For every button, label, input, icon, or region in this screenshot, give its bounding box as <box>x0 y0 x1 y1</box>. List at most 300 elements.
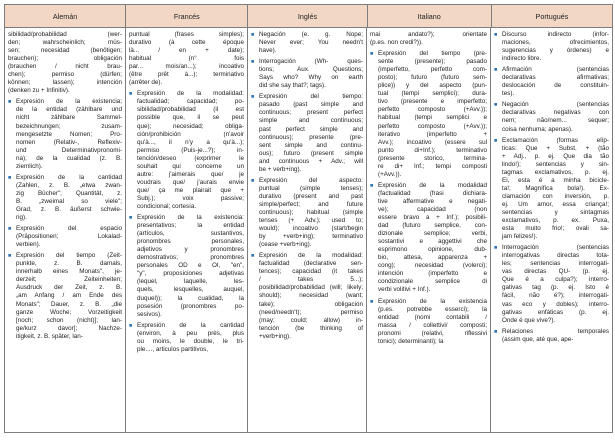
line-text: quels, lesquelles, auquel, <box>137 286 244 294</box>
text-line <box>251 166 363 174</box>
text-line <box>8 301 122 309</box>
line-text: ción/prohibición (n'avoir <box>137 130 244 138</box>
text-line <box>494 276 609 284</box>
text-line <box>494 193 609 201</box>
line-text: Relaciones temporales <box>502 327 609 335</box>
text-line <box>494 109 609 117</box>
text-line <box>129 139 244 147</box>
line-text: presentativos; la entidad <box>137 222 244 230</box>
text-line <box>129 214 244 222</box>
text-line <box>494 225 609 233</box>
line-text: sostantivi e aggettivi che <box>378 238 487 246</box>
text-line <box>129 171 244 179</box>
text-line <box>251 217 363 225</box>
text-line <box>494 301 609 309</box>
bullet-icon: ■ <box>129 322 133 329</box>
line-text: would); incoativo (start/begin <box>259 225 363 233</box>
line-text: Expresión del aspecto: <box>259 176 363 184</box>
line-text: and continuous + Adv.; will <box>259 157 363 165</box>
text-line <box>251 225 363 233</box>
bullet-item <box>494 66 609 98</box>
line-text: tagmas exclamativos, p. ej. <box>502 168 609 176</box>
text-line <box>370 198 487 206</box>
text-line <box>129 262 244 270</box>
line-text: [noch; schon (nicht)]; lan- <box>16 316 122 324</box>
bullet-icon: ■ <box>494 102 498 109</box>
text-line <box>251 82 363 90</box>
line-text: Expresión del espacio <box>16 225 122 233</box>
bullet-icon: ■ <box>129 91 133 98</box>
text-line <box>251 185 363 193</box>
bullet-item <box>251 252 363 341</box>
line-text: re di+ Inf.; tempi composti <box>378 162 487 170</box>
bullet-icon: ■ <box>251 59 255 66</box>
text-line <box>370 338 487 346</box>
line-text: clamación con inversión, p. <box>502 192 609 200</box>
text-line <box>370 58 487 66</box>
text-line <box>370 131 487 139</box>
text-line <box>494 169 609 177</box>
line-text: factualidad (declarative sen- <box>259 260 363 268</box>
bullet-icon: ■ <box>370 51 374 58</box>
line-text: „am Anfang / am Ende des <box>16 292 122 300</box>
text-line <box>494 268 609 276</box>
text-line <box>129 155 244 163</box>
line-text: deslocación de constituin- <box>502 82 609 90</box>
line-text: verbien). <box>16 241 41 249</box>
text-line <box>494 233 609 241</box>
text-line <box>370 114 487 122</box>
line-text: sent simple and continu- <box>259 141 363 149</box>
line-text: derzeit; Zeiteinheiten; <box>16 276 122 284</box>
line-text: bezeichnungen; zusam- <box>16 122 122 130</box>
line-text: Onde é que vive?). <box>502 316 556 324</box>
line-text: (factualidad (frasi dichiara- <box>378 189 487 197</box>
column-header: Inglés <box>248 5 367 27</box>
text-line <box>8 317 122 325</box>
bullet-item <box>8 174 122 222</box>
line-text: (artículos, sustantivos, <box>137 230 244 238</box>
text-line <box>129 98 244 106</box>
line-text: que); necesidad; obliga- <box>137 122 244 130</box>
line-text: gativas tag (p. ej. Isto é <box>502 284 609 292</box>
bullet-icon: ■ <box>8 253 12 260</box>
text-line <box>8 98 122 106</box>
bullet-icon: ■ <box>370 182 374 189</box>
text-line <box>8 39 122 47</box>
line-text: Expresión de la modalidad: <box>137 90 244 98</box>
line-text: puntual (simple tenses); <box>259 184 363 192</box>
line-text: personales OD e OI, "en", <box>137 262 244 270</box>
text-line <box>129 322 244 330</box>
text-line <box>251 150 363 158</box>
text-line <box>251 177 363 185</box>
text-line <box>370 98 487 106</box>
line-text: Expresión del tiempo: <box>259 93 363 101</box>
line-text: ve); capacidad (non <box>378 205 487 213</box>
line-text: coisa nenhuma; apenas). <box>502 125 573 133</box>
line-text: rig). <box>16 214 27 222</box>
line-text: souhait qui concerne un <box>137 162 244 170</box>
line-text: sentencias y sintagmas <box>502 208 609 216</box>
line-text: simple/perfect; and future <box>259 200 363 208</box>
line-text: brauchen); obligación <box>8 55 122 63</box>
text-line <box>251 142 363 150</box>
line-text: by +verb+ing); terminativo <box>259 233 363 241</box>
text-line <box>129 311 244 319</box>
line-text: ple...., articulos partitivos, <box>137 345 209 353</box>
document-table <box>4 4 613 433</box>
line-text: mengesetzte Nomen; Pro- <box>16 130 122 138</box>
line-text: maciones, ofrecimientos, <box>502 39 609 47</box>
text-line <box>8 268 122 276</box>
line-text: plice)) y del aspecto (pun- <box>378 82 487 90</box>
line-text: pronombres personales, <box>137 238 244 246</box>
text-line <box>8 182 122 190</box>
text-line <box>251 47 363 55</box>
text-line <box>370 286 487 294</box>
line-text: take); obligación <box>259 300 363 308</box>
text-line <box>251 39 363 47</box>
bullet-item <box>494 137 609 242</box>
text-line <box>129 295 244 303</box>
line-text: Expresión de la modalidad: <box>259 252 363 260</box>
text-line <box>129 286 244 294</box>
text-line <box>370 330 487 338</box>
text-line <box>494 153 609 161</box>
line-text: de la entidad (zählbare und <box>16 106 122 114</box>
bullet-item <box>494 31 609 63</box>
bullet-item <box>8 225 122 249</box>
line-text: Subj.); voix passive; <box>137 194 244 202</box>
bullet-item <box>370 50 487 179</box>
text-line <box>494 185 609 193</box>
line-text: Grad, z. B. äußerst schwie- <box>16 205 122 213</box>
bullet-item <box>251 177 363 249</box>
line-text: ganze Woche; Vorzeitigkeit <box>16 308 122 316</box>
line-text: Avv.); incoativo (essere sul <box>378 138 487 146</box>
line-text: Interrogación (Wh- ques- <box>259 58 363 66</box>
text-line <box>370 230 487 238</box>
bullet-icon: ■ <box>370 298 374 305</box>
line-text: be + verb+ing). <box>259 165 302 173</box>
text-line <box>129 163 244 171</box>
line-text: tences); capacidad (it takes <box>259 268 363 276</box>
line-text: (presente storico, termina- <box>378 154 487 162</box>
line-text: (environ, à peu près, plus <box>137 329 244 337</box>
text-line <box>8 123 122 131</box>
text-line <box>8 284 122 292</box>
line-text: posto); futuro (futuro sem- <box>378 74 487 82</box>
line-text: sibilidad/probabilidad (il est <box>137 106 244 114</box>
bullet-item <box>129 322 244 354</box>
line-text: zig Bücher"; Quantität, z. <box>16 189 122 197</box>
continued-paragraph <box>129 31 244 87</box>
line-text: (+Avv.)). <box>378 170 402 178</box>
text-line <box>370 278 487 286</box>
text-line <box>251 134 363 142</box>
line-text: voudrais que/ j'aurais envie <box>137 178 244 186</box>
line-text: interrogativas directas tota- <box>502 252 609 260</box>
text-line <box>251 309 363 317</box>
text-line <box>8 163 122 171</box>
line-text: factualidad; capacidad; po- <box>137 98 244 106</box>
bullet-icon: ■ <box>251 94 255 101</box>
bullet-item <box>494 101 609 133</box>
text-line <box>129 195 244 203</box>
text-line <box>370 66 487 74</box>
text-line <box>129 230 244 238</box>
line-text: dizionale semplice; verbi, <box>378 230 487 238</box>
text-line <box>251 325 363 333</box>
text-line <box>251 158 363 166</box>
text-line <box>370 163 487 171</box>
text-line <box>494 137 609 145</box>
line-text: mai andato?); orientate <box>370 31 487 38</box>
text-line <box>251 74 363 82</box>
line-text: (Zahlen, z. B. „etwa zwan- <box>16 181 122 189</box>
line-text: Never ever; You needn't <box>259 39 363 47</box>
line-text: ou moins, le double, le tri- <box>137 337 244 345</box>
text-line <box>129 330 244 338</box>
line-text: possible que, il se peut <box>137 114 244 122</box>
text-line <box>251 109 363 117</box>
text-line <box>494 55 609 63</box>
line-text: essere bravo a + Inf.); posibili- <box>378 214 487 222</box>
line-text: ta!; Magnífica bola!). Ex- <box>502 184 609 192</box>
line-text: können; lassen); intención <box>8 79 122 87</box>
text-line <box>129 222 244 230</box>
bullet-item <box>370 182 487 295</box>
line-text: jam felizes!). <box>502 233 538 241</box>
line-text: condizionale semplice di <box>378 278 487 286</box>
text-line <box>251 117 363 125</box>
line-text: (Präpositionen; Lokalad- <box>16 233 122 241</box>
text-line <box>129 55 244 63</box>
text-line <box>494 292 609 300</box>
line-text: +verb+ing). <box>259 332 291 340</box>
text-line <box>251 126 363 134</box>
bullet-item <box>8 252 122 341</box>
line-text: have). <box>259 47 277 55</box>
line-text: + Adj., p. ej. Que dia tão <box>502 152 609 160</box>
line-text: massa / collettivi/ composti; <box>378 321 487 329</box>
line-text: Expresión de la existencia <box>378 297 487 305</box>
line-text: (denken zu + Infinitiv). <box>8 87 70 95</box>
line-text: cong); necesidad (volerci); <box>378 262 487 270</box>
text-line <box>129 71 244 79</box>
text-line <box>129 179 244 187</box>
text-line <box>251 276 363 284</box>
text-line <box>370 222 487 230</box>
column-cell <box>126 28 248 433</box>
line-text: (arrêter de). <box>129 79 163 87</box>
text-line <box>8 106 122 114</box>
text-line <box>129 90 244 98</box>
line-text: verbi volitivi + Inf.). <box>378 286 431 294</box>
text-line <box>8 233 122 241</box>
text-line <box>251 209 363 217</box>
text-line <box>494 47 609 55</box>
bullet-icon: ■ <box>494 67 498 74</box>
line-text: ziemlich). <box>16 162 43 170</box>
text-line <box>8 114 122 122</box>
line-text: tions; Aux. Questions; <box>259 66 363 74</box>
text-line <box>251 292 363 300</box>
line-text: sen; necesidad (benötigen; <box>8 47 122 55</box>
column-cell <box>248 28 367 433</box>
line-text: (may; could; allow) in- <box>259 316 363 324</box>
text-line <box>494 317 609 325</box>
text-line <box>129 254 244 262</box>
line-text: Expresión de la cantidad <box>137 321 244 329</box>
line-text: habitual (n° fois <box>129 55 244 63</box>
bullet-item <box>129 90 244 211</box>
text-line <box>129 270 244 278</box>
line-text: ous); futuro (present simple <box>259 149 363 157</box>
line-text: sugerencias y órdenes) e <box>502 47 609 55</box>
table-header-row <box>5 5 612 28</box>
bullet-icon: ■ <box>8 226 12 233</box>
line-text: Discurso indirecto (infor- <box>502 31 609 38</box>
text-line <box>251 260 363 268</box>
bullet-icon: ■ <box>251 32 255 38</box>
bullet-item <box>251 31 363 55</box>
line-text: entidad (nomi contabili / <box>378 313 487 321</box>
line-text: là... / en + date); <box>129 47 244 55</box>
text-line <box>494 117 609 125</box>
text-line <box>251 201 363 209</box>
text-line <box>129 47 244 55</box>
text-line <box>494 217 609 225</box>
text-line <box>494 82 609 90</box>
text-line <box>8 71 122 79</box>
line-text: par... mois/an...); incoativo <box>129 63 244 71</box>
text-line <box>370 314 487 322</box>
text-line <box>129 303 244 311</box>
line-text: tención (be thinking of <box>259 324 363 332</box>
line-text: continuous; present perfect <box>259 109 363 117</box>
text-line <box>370 322 487 330</box>
line-text: tes). <box>502 90 515 98</box>
line-text: iterativo (imperfetto + <box>378 130 487 138</box>
continued-paragraph <box>8 31 122 95</box>
text-line <box>8 214 122 222</box>
bullet-icon: ■ <box>8 174 12 181</box>
line-text: / takes 5...); <box>259 276 363 284</box>
text-line <box>129 106 244 114</box>
line-text: bio, attesa, apparenza + <box>378 254 487 262</box>
line-text: past perfect simple and <box>259 125 363 133</box>
text-line <box>370 50 487 58</box>
text-line <box>8 174 122 182</box>
line-text: durativo (present and past <box>259 192 363 200</box>
line-text: que/ ça me plairait que + <box>137 186 244 194</box>
line-text: vas eco y dobles); interro- <box>502 300 609 308</box>
text-line <box>370 74 487 82</box>
line-text: Expresión de la cantidad <box>16 173 122 181</box>
text-line <box>129 338 244 346</box>
text-line <box>370 254 487 262</box>
line-text: punto di+Inf.); terminativo <box>378 146 487 154</box>
line-text: simple and continuous; <box>259 117 363 125</box>
column-header: Portugués <box>535 11 569 21</box>
line-text: nem; não/nem... sequer; <box>502 117 609 125</box>
line-text: ej. Um amor, essa criança!; <box>502 200 609 208</box>
line-text: (assim que, até que, ape- <box>502 335 574 343</box>
text-line <box>251 66 363 74</box>
text-line <box>251 93 363 101</box>
text-line <box>251 268 363 276</box>
line-text: (p.es. potrebbe esserci); la <box>378 305 487 313</box>
line-text: den; wahrscheinlich; müs- <box>8 39 122 47</box>
text-line <box>494 252 609 260</box>
line-text: pronomi (relativi, riflessivi <box>378 329 487 337</box>
text-line <box>8 206 122 214</box>
line-text: esprimono opinione, dub- <box>378 246 487 254</box>
text-line <box>129 114 244 122</box>
text-line <box>129 79 244 87</box>
line-text: sesivos). <box>137 310 162 318</box>
line-text: adjetivos y pronombres <box>137 246 244 254</box>
text-line <box>129 131 244 139</box>
line-text: Expresión de la existencia: <box>137 214 244 222</box>
text-line <box>251 252 363 260</box>
bullet-item <box>251 93 363 173</box>
text-line <box>251 193 363 201</box>
text-line <box>251 333 363 341</box>
line-text: perfetto composto (+Avv.)); <box>378 122 487 130</box>
text-line <box>251 31 363 39</box>
line-text: habitual (tempi semplici e <box>378 114 487 122</box>
text-line <box>8 131 122 139</box>
text-line <box>8 292 122 300</box>
line-text: Expresión de la modalidad <box>378 181 487 189</box>
text-line <box>8 225 122 233</box>
text-line <box>370 262 487 270</box>
line-text: (cease +verb+ing). <box>259 241 312 249</box>
line-text: tención/deseo (exprimer le <box>137 154 244 162</box>
text-line <box>8 309 122 317</box>
text-line <box>129 238 244 246</box>
text-line <box>251 284 363 292</box>
text-line <box>129 187 244 195</box>
text-line <box>370 147 487 155</box>
text-line <box>8 147 122 155</box>
line-text: Monats"; Dauer, z. B. „die <box>16 300 122 308</box>
text-line <box>494 284 609 292</box>
bullet-icon: ■ <box>251 253 255 260</box>
line-text: tual (tempi semplici); dura- <box>378 90 487 98</box>
text-line <box>251 317 363 325</box>
bullet-item <box>494 328 609 344</box>
line-text: itigkeit, z. B. später, lan- <box>16 332 83 340</box>
line-text: Expresión del tiempo (pre- <box>378 50 487 58</box>
line-text: Expresión del tiempo (Zeit- <box>16 252 122 260</box>
line-text: esta muito frio!; ovali sa- <box>502 225 609 233</box>
column-cell <box>5 28 126 433</box>
bullet-icon: ■ <box>494 245 498 252</box>
line-text: Ei, esta é a minha bicicle- <box>502 176 609 184</box>
line-text: ge/kurz davor]; Nachze- <box>16 324 122 332</box>
text-line <box>494 101 609 109</box>
text-line <box>370 270 487 278</box>
bullet-icon: ■ <box>129 215 133 222</box>
text-line <box>494 90 609 98</box>
line-text: condicional; cortesía. <box>137 202 197 210</box>
text-line <box>8 276 122 284</box>
line-text: sibilidad/probabilidad (wer- <box>8 31 122 38</box>
